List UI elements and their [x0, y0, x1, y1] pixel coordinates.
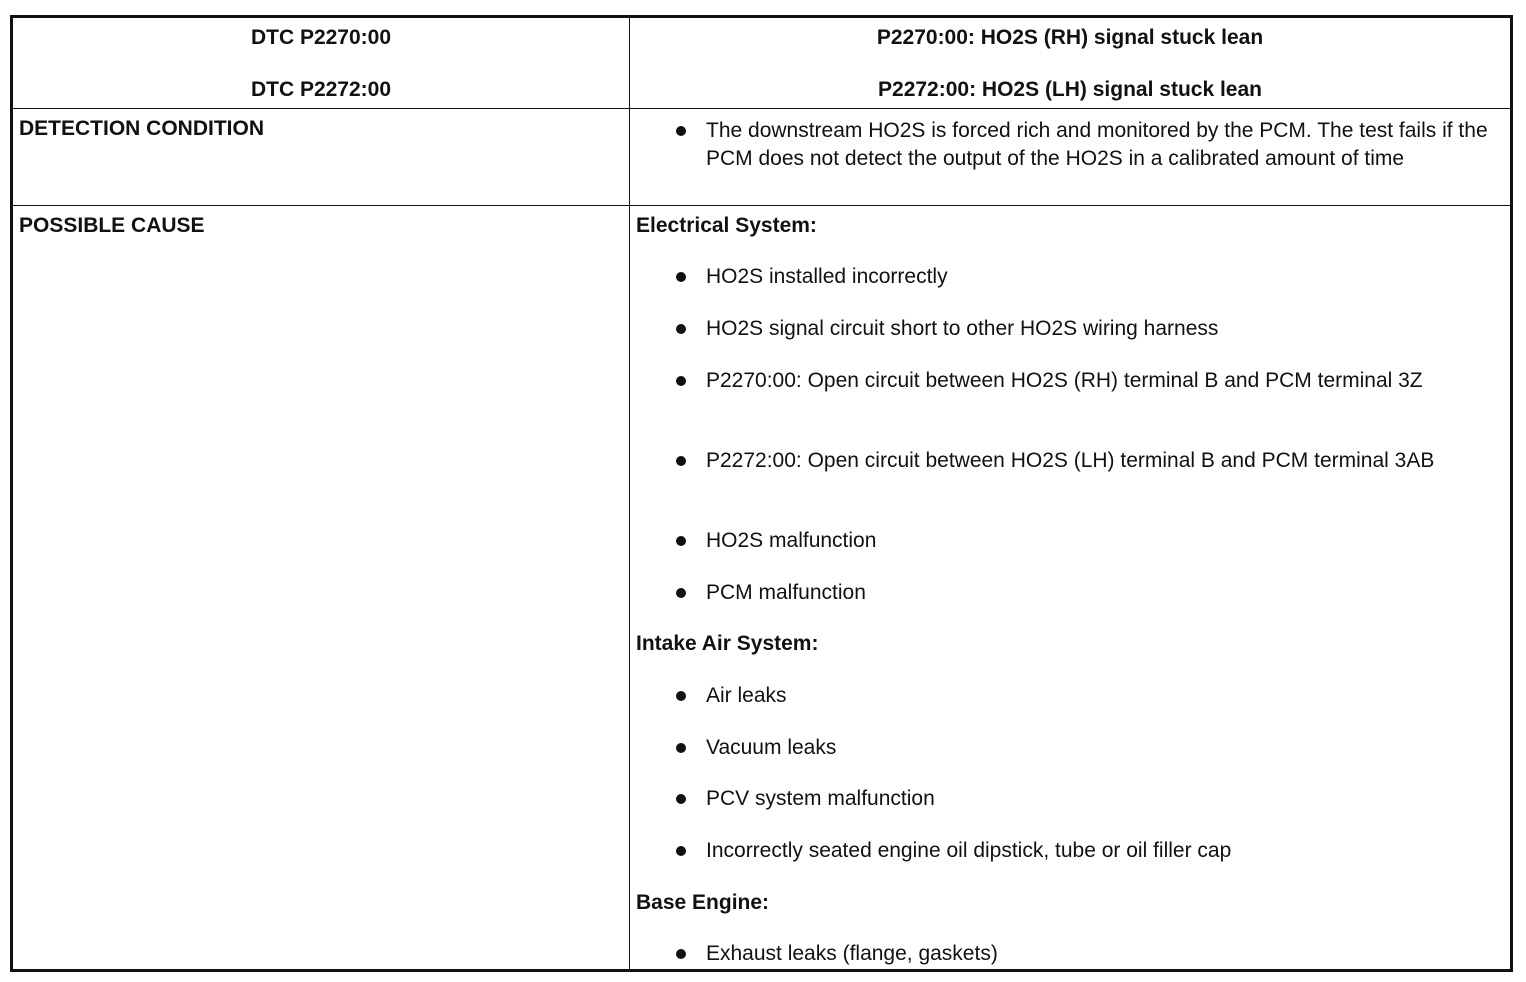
bullet-icon — [676, 794, 686, 804]
cause-label-cell — [13, 206, 629, 969]
cause-item: Air leaks — [706, 684, 787, 707]
cause-item: Vacuum leaks — [706, 736, 837, 759]
dtc-table — [10, 15, 1513, 972]
cause-item: HO2S installed incorrectly — [706, 265, 948, 288]
dtc-code-cell — [13, 18, 629, 108]
bullet-icon — [676, 846, 686, 856]
cause-item: Incorrectly seated engine oil dipstick, tube or oil filler cap — [706, 839, 1232, 862]
possible-cause-row — [13, 206, 1510, 969]
bullet-icon — [676, 536, 686, 546]
dtc-description-2: P2272:00: HO2S (LH) signal stuck lean — [878, 78, 1262, 101]
header-row — [13, 18, 1510, 109]
bullet-icon — [676, 376, 686, 386]
cause-item: P2270:00: Open circuit between HO2S (RH) terminal B and PCM terminal 3Z — [706, 369, 1423, 392]
cause-item: P2272:00: Open circuit between HO2S (LH) terminal B and PCM terminal 3AB — [706, 449, 1435, 472]
detection-content-cell — [630, 109, 1510, 205]
bullet-icon — [676, 743, 686, 753]
cause-item: HO2S malfunction — [706, 529, 877, 552]
detection-condition-row — [13, 109, 1510, 206]
cause-content-cell — [630, 206, 1510, 969]
dtc-code-1: DTC P2270:00 — [250, 26, 392, 49]
bullet-icon — [676, 691, 686, 701]
detection-condition-text: The downstream HO2S is forced rich and monitored by the PCM. The test fails if the PCM does not detect the output of the HO2S in a calibrated amount of time — [706, 119, 1488, 170]
dtc-description-1: P2270:00: HO2S (RH) signal stuck lean — [876, 26, 1264, 49]
section-title-intake-air: Intake Air System: — [636, 632, 819, 655]
bullet-icon — [676, 456, 686, 466]
bullet-icon — [676, 949, 686, 959]
bullet-icon — [676, 126, 686, 136]
cause-item: Exhaust leaks (flange, gaskets) — [706, 942, 998, 965]
bullet-icon — [676, 588, 686, 598]
possible-cause-label: POSSIBLE CAUSE — [19, 214, 205, 237]
bullet-icon — [676, 324, 686, 334]
bullet-icon — [676, 272, 686, 282]
cause-item: PCM malfunction — [706, 581, 866, 604]
dtc-code-2: DTC P2272:00 — [250, 78, 392, 101]
detection-condition-label: DETECTION CONDITION — [19, 117, 264, 140]
cause-item: PCV system malfunction — [706, 787, 935, 810]
section-title-electrical: Electrical System: — [636, 214, 817, 237]
section-title-base-engine: Base Engine: — [636, 891, 770, 914]
detection-label-cell — [13, 109, 629, 205]
cause-item: HO2S signal circuit short to other HO2S wiring harness — [706, 317, 1219, 340]
dtc-description-cell — [630, 18, 1510, 108]
